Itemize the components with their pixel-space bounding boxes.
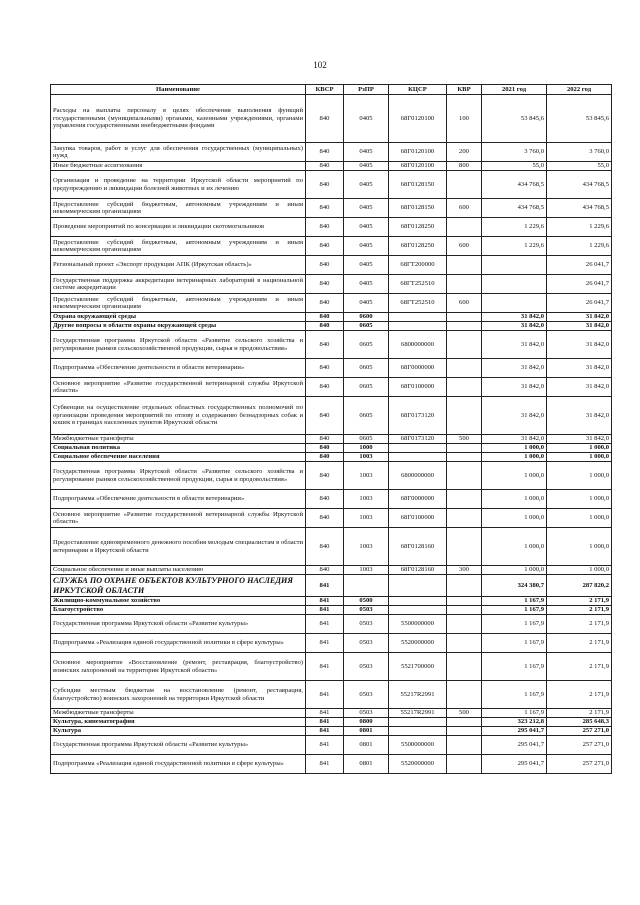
row-kcsr: 68ГТ252510 xyxy=(389,294,447,313)
row-kcsr xyxy=(389,718,447,727)
header-kvr: КВР xyxy=(447,85,482,95)
row-name: Расходы на выплаты персоналу в целях обеспечения выполнения функций государственными (муниципальными) органами, казенными учреждениями, органами управления государственными внебюджетными фондами xyxy=(51,95,306,143)
row-kvr xyxy=(447,444,482,453)
row-name: Культура, кинематография xyxy=(51,718,306,727)
row-kvsr: 840 xyxy=(306,490,344,509)
row-2022: 31 842,0 xyxy=(547,397,612,435)
row-2022: 434 768,5 xyxy=(547,199,612,218)
row-name: Проведение мероприятий по консервации и ликвидации скотомогильников xyxy=(51,218,306,237)
row-kvsr: 840 xyxy=(306,218,344,237)
row-2022: 2 171,9 xyxy=(547,709,612,718)
row-kvsr: 840 xyxy=(306,162,344,171)
row-name: Основное мероприятие «Развитие государственной ветеринарной службы Иркутской области» xyxy=(51,509,306,528)
row-name: Иные бюджетные ассигнования xyxy=(51,162,306,171)
row-rzpr: 0405 xyxy=(344,171,389,199)
row-kcsr: 5521700000 xyxy=(389,653,447,681)
row-kvr xyxy=(447,575,482,597)
row-2022: 2 171,9 xyxy=(547,653,612,681)
row-rzpr: 0405 xyxy=(344,199,389,218)
table-row xyxy=(51,444,612,453)
row-name: Предоставление единовременного денежного пособия молодым специалистам в области ветеринарии в Иркутской области xyxy=(51,528,306,566)
row-2021: 1 167,9 xyxy=(482,606,547,615)
row-name: Межбюджетные трансферты xyxy=(51,709,306,718)
row-name: Подпрограмма «Обеспечение деятельности в области ветеринарии» xyxy=(51,359,306,378)
row-2022: 1 000,0 xyxy=(547,490,612,509)
row-2021: 31 842,0 xyxy=(482,331,547,359)
row-2021: 295 041,7 xyxy=(482,736,547,755)
row-2021: 55,0 xyxy=(482,162,547,171)
table-row xyxy=(51,490,612,509)
row-kcsr: 68Г0128160 xyxy=(389,528,447,566)
row-2021: 3 760,0 xyxy=(482,143,547,162)
row-kvsr: 841 xyxy=(306,634,344,653)
row-kvsr: 841 xyxy=(306,597,344,606)
row-2022: 2 171,9 xyxy=(547,615,612,634)
row-name: Социальная политика xyxy=(51,444,306,453)
row-2021: 1 229,6 xyxy=(482,218,547,237)
row-rzpr: 1000 xyxy=(344,444,389,453)
table-row xyxy=(51,462,612,490)
row-name: Благоустройство xyxy=(51,606,306,615)
row-2022: 257 271,0 xyxy=(547,736,612,755)
row-rzpr: 0405 xyxy=(344,237,389,256)
row-rzpr: 0405 xyxy=(344,143,389,162)
row-kvsr: 840 xyxy=(306,528,344,566)
row-name: Государственная программа Иркутской области «Развитие культуры» xyxy=(51,736,306,755)
header-rzpr: РзПР xyxy=(344,85,389,95)
row-kvsr: 840 xyxy=(306,444,344,453)
row-kcsr xyxy=(389,322,447,331)
table-row xyxy=(51,597,612,606)
row-name: Государственная программа Иркутской области «Развитие сельского хозяйства и регулирование рынков сельскохозяйственной продукции, сырья и продовольствия» xyxy=(51,331,306,359)
row-2022: 31 842,0 xyxy=(547,359,612,378)
row-kcsr: 6800000000 xyxy=(389,462,447,490)
row-kvr xyxy=(447,378,482,397)
row-name: Предоставление субсидий бюджетным, автономным учреждениям и иным некоммерческим организациям xyxy=(51,294,306,313)
row-kcsr xyxy=(389,597,447,606)
row-kvsr: 840 xyxy=(306,275,344,294)
row-rzpr: 0605 xyxy=(344,331,389,359)
row-2021: 31 842,0 xyxy=(482,378,547,397)
row-kvr xyxy=(447,322,482,331)
budget-table xyxy=(50,84,612,774)
row-2021: 1 167,9 xyxy=(482,681,547,709)
row-2021: 1 167,9 xyxy=(482,653,547,681)
table-row xyxy=(51,453,612,462)
row-name: Охрана окружающей среды xyxy=(51,313,306,322)
table-row xyxy=(51,528,612,566)
row-kcsr xyxy=(389,606,447,615)
row-kvsr: 841 xyxy=(306,606,344,615)
row-kvr xyxy=(447,171,482,199)
row-rzpr: 0405 xyxy=(344,95,389,143)
row-kcsr: 5500000000 xyxy=(389,615,447,634)
row-kvr xyxy=(447,331,482,359)
row-2022: 31 842,0 xyxy=(547,322,612,331)
row-kvsr: 840 xyxy=(306,359,344,378)
row-2022: 31 842,0 xyxy=(547,331,612,359)
row-rzpr: 0503 xyxy=(344,681,389,709)
row-2022: 26 041,7 xyxy=(547,275,612,294)
row-kvsr: 840 xyxy=(306,199,344,218)
row-kvr xyxy=(447,509,482,528)
row-kcsr: 5500000000 xyxy=(389,736,447,755)
row-kvsr: 840 xyxy=(306,322,344,331)
row-kcsr: 68Г0128150 xyxy=(389,171,447,199)
row-name: Культура xyxy=(51,727,306,736)
row-2022: 1 000,0 xyxy=(547,509,612,528)
row-rzpr: 1003 xyxy=(344,490,389,509)
row-2022: 434 768,5 xyxy=(547,171,612,199)
row-2021: 295 041,7 xyxy=(482,755,547,774)
row-2021: 434 768,5 xyxy=(482,199,547,218)
row-kcsr xyxy=(389,313,447,322)
row-2021: 324 380,7 xyxy=(482,575,547,597)
row-kvsr: 840 xyxy=(306,171,344,199)
row-2021: 1 000,0 xyxy=(482,453,547,462)
table-row xyxy=(51,322,612,331)
row-kvsr: 841 xyxy=(306,653,344,681)
row-kcsr: 68Г0173120 xyxy=(389,397,447,435)
row-kvsr: 840 xyxy=(306,462,344,490)
row-kcsr: 68Г0128160 xyxy=(389,566,447,575)
table-row xyxy=(51,143,612,162)
row-kvsr: 841 xyxy=(306,755,344,774)
row-name: Жилищно-коммунальное хозяйство xyxy=(51,597,306,606)
row-2022: 257 271,0 xyxy=(547,727,612,736)
row-2021: 1 000,0 xyxy=(482,566,547,575)
row-kvr xyxy=(447,256,482,275)
table-row xyxy=(51,256,612,275)
table-row xyxy=(51,718,612,727)
row-kvsr: 841 xyxy=(306,718,344,727)
row-name: Предоставление субсидий бюджетным, автономным учреждениям и иным некоммерческим организациям xyxy=(51,237,306,256)
row-rzpr: 0500 xyxy=(344,597,389,606)
table-row xyxy=(51,566,612,575)
row-kvr: 500 xyxy=(447,435,482,444)
row-kvsr: 841 xyxy=(306,615,344,634)
row-2021 xyxy=(482,275,547,294)
row-rzpr: 0800 xyxy=(344,718,389,727)
row-kcsr: 68Г0128250 xyxy=(389,218,447,237)
row-kvr: 800 xyxy=(447,162,482,171)
row-rzpr: 0503 xyxy=(344,634,389,653)
row-2021: 31 842,0 xyxy=(482,313,547,322)
row-2022: 1 000,0 xyxy=(547,566,612,575)
row-2022: 55,0 xyxy=(547,162,612,171)
row-name: Подпрограмма «Реализация единой государственной политики в сфере культуры» xyxy=(51,634,306,653)
row-2022: 1 229,6 xyxy=(547,237,612,256)
row-2022: 31 842,0 xyxy=(547,378,612,397)
row-2022: 1 000,0 xyxy=(547,444,612,453)
row-kcsr: 68Г0173120 xyxy=(389,435,447,444)
row-2022: 1 229,6 xyxy=(547,218,612,237)
row-rzpr: 0605 xyxy=(344,378,389,397)
row-kcsr: 55217R2991 xyxy=(389,709,447,718)
table-row xyxy=(51,634,612,653)
row-kvsr: 840 xyxy=(306,331,344,359)
row-kcsr xyxy=(389,575,447,597)
row-rzpr: 1003 xyxy=(344,453,389,462)
row-2021: 1 000,0 xyxy=(482,444,547,453)
row-name: Субвенции на осуществление отдельных областных государственных полномочий по организации проведения мероприятий по отлову и содержанию безнадзорных собак и кошек в границах населенных пунктов Иркутской области xyxy=(51,397,306,435)
row-rzpr xyxy=(344,575,389,597)
row-2022: 31 842,0 xyxy=(547,435,612,444)
row-kvsr: 840 xyxy=(306,435,344,444)
row-2021: 323 212,8 xyxy=(482,718,547,727)
row-rzpr: 0801 xyxy=(344,755,389,774)
row-kvsr: 840 xyxy=(306,566,344,575)
row-rzpr: 0405 xyxy=(344,162,389,171)
table-row xyxy=(51,736,612,755)
row-kvsr: 840 xyxy=(306,294,344,313)
header-kcsr: КЦСР xyxy=(389,85,447,95)
row-kvsr: 840 xyxy=(306,313,344,322)
row-kvr xyxy=(447,681,482,709)
row-name: Региональный проект «Экспорт продукции АПК (Иркутская область)» xyxy=(51,256,306,275)
row-2022: 3 760,0 xyxy=(547,143,612,162)
row-2021: 1 000,0 xyxy=(482,509,547,528)
row-rzpr: 0405 xyxy=(344,275,389,294)
row-rzpr: 0503 xyxy=(344,653,389,681)
row-kvsr: 840 xyxy=(306,237,344,256)
table-row xyxy=(51,606,612,615)
row-kcsr: 68Г0120100 xyxy=(389,95,447,143)
row-name: Закупка товаров, работ и услуг для обеспечения государственных (муниципальных) нужд xyxy=(51,143,306,162)
row-rzpr: 1003 xyxy=(344,509,389,528)
row-kvr xyxy=(447,727,482,736)
table-row xyxy=(51,359,612,378)
row-kcsr: 55217R2991 xyxy=(389,681,447,709)
row-name: Субсидии местным бюджетам на восстановление (ремонт, реставрация, благоустройство) воинских захоронений на территории Иркутской области xyxy=(51,681,306,709)
row-name: Организация и проведение на территории Иркутской области мероприятий по предупреждению и ликвидации болезней животных и их лечению xyxy=(51,171,306,199)
row-kvsr: 840 xyxy=(306,256,344,275)
row-2022: 1 000,0 xyxy=(547,528,612,566)
row-2022: 1 000,0 xyxy=(547,453,612,462)
row-kvr xyxy=(447,718,482,727)
table-row xyxy=(51,397,612,435)
row-2021: 1 167,9 xyxy=(482,634,547,653)
row-2021: 1 229,6 xyxy=(482,237,547,256)
header-kvsr: КВСР xyxy=(306,85,344,95)
row-name: Государственная программа Иркутской области «Развитие культуры» xyxy=(51,615,306,634)
row-kvr xyxy=(447,597,482,606)
row-2021: 53 845,6 xyxy=(482,95,547,143)
row-2021: 1 167,9 xyxy=(482,597,547,606)
row-2021: 1 000,0 xyxy=(482,528,547,566)
row-2021: 1 000,0 xyxy=(482,462,547,490)
row-2021: 31 842,0 xyxy=(482,359,547,378)
row-kcsr: 6800000000 xyxy=(389,331,447,359)
row-kcsr: 5520000000 xyxy=(389,755,447,774)
row-2022: 53 845,6 xyxy=(547,95,612,143)
row-kvr: 200 xyxy=(447,143,482,162)
row-2022: 31 842,0 xyxy=(547,313,612,322)
row-kcsr: 68Г0120100 xyxy=(389,143,447,162)
row-kvsr: 840 xyxy=(306,378,344,397)
row-rzpr: 0405 xyxy=(344,294,389,313)
header-2021: 2021 год xyxy=(482,85,547,95)
table-row xyxy=(51,162,612,171)
table-row xyxy=(51,755,612,774)
row-kvr: 100 xyxy=(447,95,482,143)
row-2022: 26 041,7 xyxy=(547,256,612,275)
row-rzpr: 0801 xyxy=(344,727,389,736)
row-kvr xyxy=(447,606,482,615)
row-2022: 2 171,9 xyxy=(547,606,612,615)
row-kvr xyxy=(447,275,482,294)
row-rzpr: 0605 xyxy=(344,359,389,378)
table-row xyxy=(51,653,612,681)
table-row xyxy=(51,294,612,313)
row-2022: 257 271,0 xyxy=(547,755,612,774)
row-kvr xyxy=(447,397,482,435)
table-row xyxy=(51,171,612,199)
row-kvr xyxy=(447,755,482,774)
row-kvr xyxy=(447,634,482,653)
row-rzpr: 0605 xyxy=(344,435,389,444)
row-kcsr: 68Г0100000 xyxy=(389,509,447,528)
row-kvr xyxy=(447,490,482,509)
row-2022: 285 648,3 xyxy=(547,718,612,727)
row-kcsr: 68ГТ200000 xyxy=(389,256,447,275)
row-2022: 2 171,9 xyxy=(547,681,612,709)
row-kvsr: 841 xyxy=(306,681,344,709)
row-kvsr: 841 xyxy=(306,727,344,736)
table-row xyxy=(51,95,612,143)
row-2021 xyxy=(482,294,547,313)
row-name: Подпрограмма «Обеспечение деятельности в области ветеринарии» xyxy=(51,490,306,509)
table-row xyxy=(51,575,612,597)
row-kcsr xyxy=(389,727,447,736)
row-rzpr: 1003 xyxy=(344,566,389,575)
row-kvsr: 840 xyxy=(306,95,344,143)
row-2021: 1 167,9 xyxy=(482,615,547,634)
row-kcsr: 68Г0120100 xyxy=(389,162,447,171)
row-2021: 434 768,5 xyxy=(482,171,547,199)
table-row xyxy=(51,378,612,397)
row-2021 xyxy=(482,256,547,275)
header-name: Наименование xyxy=(51,85,306,95)
row-rzpr: 0503 xyxy=(344,709,389,718)
row-kvr xyxy=(447,359,482,378)
row-rzpr: 1003 xyxy=(344,528,389,566)
row-rzpr: 1003 xyxy=(344,462,389,490)
table-row xyxy=(51,275,612,294)
row-kvr xyxy=(447,653,482,681)
row-rzpr: 0405 xyxy=(344,218,389,237)
table-row xyxy=(51,237,612,256)
row-kvr: 600 xyxy=(447,199,482,218)
row-name: Государственная программа Иркутской области «Развитие сельского хозяйства и регулирование рынков сельскохозяйственной продукции, сырья и продовольствия» xyxy=(51,462,306,490)
row-kvr xyxy=(447,736,482,755)
row-kcsr: 68Г0000000 xyxy=(389,490,447,509)
row-name: Межбюджетные трансферты xyxy=(51,435,306,444)
table-row xyxy=(51,681,612,709)
table-row xyxy=(51,709,612,718)
row-rzpr: 0801 xyxy=(344,736,389,755)
row-rzpr: 0503 xyxy=(344,606,389,615)
page-number: 102 xyxy=(313,60,327,70)
row-2021: 1 000,0 xyxy=(482,490,547,509)
row-kcsr xyxy=(389,444,447,453)
row-kvr: 500 xyxy=(447,709,482,718)
row-2021: 1 167,9 xyxy=(482,709,547,718)
row-name: Государственная поддержка аккредитации ветеринарных лабораторий в национальной системе аккредитации xyxy=(51,275,306,294)
table-row xyxy=(51,313,612,322)
table-row xyxy=(51,615,612,634)
row-rzpr: 0605 xyxy=(344,322,389,331)
row-kvsr: 840 xyxy=(306,453,344,462)
row-2022: 2 171,9 xyxy=(547,634,612,653)
row-rzpr: 0503 xyxy=(344,615,389,634)
row-name: Основное мероприятие «Развитие государственной ветеринарной службы Иркутской области» xyxy=(51,378,306,397)
header-2022: 2022 год xyxy=(547,85,612,95)
row-name: Основное мероприятие «Восстановление (ремонт, реставрация, благоустройство) воинских захоронений на территории Иркутской области» xyxy=(51,653,306,681)
row-2021: 31 842,0 xyxy=(482,322,547,331)
row-name: Предоставление субсидий бюджетным, автономным учреждениям и иным некоммерческим организациям xyxy=(51,199,306,218)
row-kcsr: 68Г0000000 xyxy=(389,359,447,378)
table-header-row xyxy=(51,85,612,95)
row-kvr xyxy=(447,528,482,566)
table-row xyxy=(51,509,612,528)
row-kcsr: 5520000000 xyxy=(389,634,447,653)
row-rzpr: 0600 xyxy=(344,313,389,322)
row-rzpr: 0605 xyxy=(344,397,389,435)
table-row xyxy=(51,199,612,218)
row-kvsr: 840 xyxy=(306,143,344,162)
row-kvr xyxy=(447,462,482,490)
row-2022: 2 171,9 xyxy=(547,597,612,606)
row-kcsr: 68Г0100000 xyxy=(389,378,447,397)
row-name: СЛУЖБА ПО ОХРАНЕ ОБЪЕКТОВ КУЛЬТУРНОГО НАСЛЕДИЯ ИРКУТСКОЙ ОБЛАСТИ xyxy=(51,575,306,597)
row-name: Подпрограмма «Реализация единой государственной политики в сфере культуры» xyxy=(51,755,306,774)
row-kvsr: 841 xyxy=(306,736,344,755)
row-kvsr: 840 xyxy=(306,397,344,435)
table-row xyxy=(51,727,612,736)
table-row xyxy=(51,218,612,237)
row-kvr: 600 xyxy=(447,237,482,256)
row-kvsr: 841 xyxy=(306,575,344,597)
row-2022: 26 041,7 xyxy=(547,294,612,313)
table-body xyxy=(51,95,612,774)
row-kcsr: 68Г0128150 xyxy=(389,199,447,218)
row-kvr xyxy=(447,313,482,322)
row-2022: 287 820,2 xyxy=(547,575,612,597)
row-kcsr xyxy=(389,453,447,462)
row-kvr xyxy=(447,453,482,462)
row-rzpr: 0405 xyxy=(344,256,389,275)
row-kcsr: 68ГТ252510 xyxy=(389,275,447,294)
row-kvsr: 841 xyxy=(306,709,344,718)
row-name: Другие вопросы в области охраны окружающей среды xyxy=(51,322,306,331)
row-2021: 295 041,7 xyxy=(482,727,547,736)
row-2021: 31 842,0 xyxy=(482,397,547,435)
table-row xyxy=(51,435,612,444)
row-2021: 31 842,0 xyxy=(482,435,547,444)
row-name: Социальное обеспечение и иные выплаты населению xyxy=(51,566,306,575)
row-kcsr: 68Г0128250 xyxy=(389,237,447,256)
row-kvr: 600 xyxy=(447,294,482,313)
row-kvr: 300 xyxy=(447,566,482,575)
row-name: Социальное обеспечение населения xyxy=(51,453,306,462)
row-2022: 1 000,0 xyxy=(547,462,612,490)
row-kvsr: 840 xyxy=(306,509,344,528)
table-row xyxy=(51,331,612,359)
row-kvr xyxy=(447,218,482,237)
row-kvr xyxy=(447,615,482,634)
